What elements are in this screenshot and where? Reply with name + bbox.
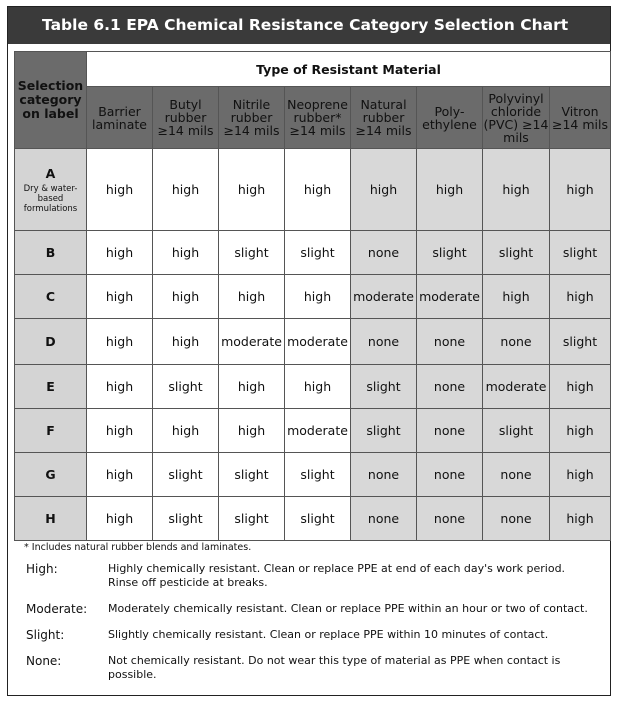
definition-description: Moderately chemically resistant. Clean or replace PPE within an hour or two of contact. bbox=[108, 602, 588, 615]
category-letter: H bbox=[45, 511, 56, 526]
resistance-cell: none bbox=[417, 497, 483, 541]
footnote: * Includes natural rubber blends and laminates. bbox=[24, 542, 252, 553]
resistance-cell: slight bbox=[483, 409, 550, 453]
resistance-cell: high bbox=[550, 149, 611, 231]
category-cell bbox=[15, 319, 87, 365]
category-letter: C bbox=[45, 289, 56, 304]
resistance-cell: slight bbox=[219, 497, 285, 541]
category-cell bbox=[15, 275, 87, 319]
resistance-cell: slight bbox=[219, 231, 285, 275]
definition-description: Slightly chemically resistant. Clean or replace PPE within 10 minutes of contact. bbox=[108, 628, 549, 641]
definition-item bbox=[14, 654, 610, 682]
resistance-cell: none bbox=[483, 453, 550, 497]
resistance-cell: high bbox=[351, 149, 417, 231]
table-row bbox=[15, 365, 611, 409]
table-row bbox=[15, 319, 611, 365]
definition-term: Moderate: bbox=[26, 602, 88, 616]
resistance-cell: slight bbox=[153, 365, 219, 409]
resistance-cell: slight bbox=[285, 497, 351, 541]
definition-term: None: bbox=[26, 654, 62, 668]
category-cell bbox=[15, 231, 87, 275]
material-header: Natural rubber ≥14 mils bbox=[351, 87, 417, 149]
resistance-cell: slight bbox=[219, 453, 285, 497]
category-letter: D bbox=[45, 334, 56, 349]
category-letter: A bbox=[45, 165, 56, 181]
resistance-cell: none bbox=[417, 319, 483, 365]
resistance-cell: slight bbox=[351, 409, 417, 453]
material-header: Barrier laminate bbox=[87, 87, 153, 149]
resistance-cell: high bbox=[87, 365, 153, 409]
resistance-cell: high bbox=[153, 149, 219, 231]
category-cell bbox=[15, 497, 87, 541]
resistance-cell: none bbox=[417, 409, 483, 453]
resistance-cell: high bbox=[285, 365, 351, 409]
definition-description: Not chemically resistant. Do not wear this type of material as PPE when contact is possible. bbox=[108, 654, 561, 681]
category-note: Dry & water-based formulations bbox=[23, 183, 78, 214]
resistance-cell: high bbox=[219, 365, 285, 409]
resistance-cell: none bbox=[483, 497, 550, 541]
definitions-list bbox=[14, 562, 610, 682]
resistance-cell: high bbox=[87, 497, 153, 541]
resistance-cell: none bbox=[351, 231, 417, 275]
resistance-cell: slight bbox=[285, 231, 351, 275]
table-row bbox=[15, 497, 611, 541]
resistance-cell: moderate bbox=[285, 319, 351, 365]
resistance-cell: moderate bbox=[219, 319, 285, 365]
resistance-cell: slight bbox=[285, 453, 351, 497]
resistance-cell: slight bbox=[351, 365, 417, 409]
table-row bbox=[15, 453, 611, 497]
definition-description: Highly chemically resistant. Clean or replace PPE at end of each day's work period. Rinse off pesticide at breaks. bbox=[108, 562, 566, 589]
definition-term: High: bbox=[26, 562, 58, 576]
resistance-cell: moderate bbox=[483, 365, 550, 409]
material-header: Butyl rubber ≥14 mils bbox=[153, 87, 219, 149]
resistance-cell: moderate bbox=[417, 275, 483, 319]
category-cell bbox=[15, 149, 87, 231]
resistance-cell: slight bbox=[483, 231, 550, 275]
table-title: Table 6.1 EPA Chemical Resistance Category Selection Chart bbox=[8, 7, 610, 44]
resistance-cell: none bbox=[351, 497, 417, 541]
material-header: Poly-ethylene bbox=[417, 87, 483, 149]
resistance-cell: high bbox=[153, 319, 219, 365]
resistance-cell: high bbox=[550, 409, 611, 453]
resistance-cell: high bbox=[87, 319, 153, 365]
resistance-cell: none bbox=[417, 453, 483, 497]
resistance-cell: slight bbox=[417, 231, 483, 275]
resistance-cell: high bbox=[285, 149, 351, 231]
resistance-cell: none bbox=[417, 365, 483, 409]
resistance-cell: high bbox=[550, 365, 611, 409]
resistance-cell: high bbox=[153, 409, 219, 453]
table-row bbox=[15, 275, 611, 319]
resistance-cell: high bbox=[483, 149, 550, 231]
type-of-material-header: Type of Resistant Material bbox=[87, 52, 611, 87]
definition-item bbox=[14, 602, 610, 616]
category-cell bbox=[15, 453, 87, 497]
resistance-cell: none bbox=[351, 319, 417, 365]
category-cell bbox=[15, 365, 87, 409]
resistance-cell: moderate bbox=[285, 409, 351, 453]
resistance-cell: slight bbox=[550, 319, 611, 365]
resistance-cell: none bbox=[351, 453, 417, 497]
definition-item bbox=[14, 628, 610, 642]
material-header: Polyvinyl chloride (PVC) ≥14 mils bbox=[483, 87, 550, 149]
material-header: Neoprene rubber* ≥14 mils bbox=[285, 87, 351, 149]
definition-term: Slight: bbox=[26, 628, 65, 642]
resistance-table bbox=[14, 51, 611, 541]
resistance-cell: high bbox=[550, 275, 611, 319]
material-header: Vitron ≥14 mils bbox=[550, 87, 611, 149]
resistance-cell: high bbox=[219, 275, 285, 319]
resistance-cell: high bbox=[550, 453, 611, 497]
resistance-cell: high bbox=[87, 149, 153, 231]
resistance-cell: none bbox=[483, 319, 550, 365]
material-header: Nitrile rubber ≥14 mils bbox=[219, 87, 285, 149]
resistance-cell: high bbox=[87, 231, 153, 275]
resistance-cell: high bbox=[483, 275, 550, 319]
table-row bbox=[15, 231, 611, 275]
chart-frame bbox=[7, 6, 611, 696]
resistance-cell: slight bbox=[550, 231, 611, 275]
resistance-cell: high bbox=[153, 275, 219, 319]
resistance-cell: high bbox=[87, 275, 153, 319]
selection-category-header: Selection category on label bbox=[15, 52, 87, 149]
resistance-cell: high bbox=[285, 275, 351, 319]
resistance-cell: high bbox=[219, 149, 285, 231]
resistance-cell: high bbox=[417, 149, 483, 231]
resistance-cell: moderate bbox=[351, 275, 417, 319]
category-cell bbox=[15, 409, 87, 453]
resistance-cell: high bbox=[219, 409, 285, 453]
category-letter: E bbox=[46, 379, 55, 394]
resistance-cell: slight bbox=[153, 453, 219, 497]
category-letter: B bbox=[45, 245, 56, 260]
category-letter: F bbox=[46, 423, 55, 438]
category-letter: G bbox=[45, 467, 56, 482]
resistance-cell: slight bbox=[153, 497, 219, 541]
resistance-cell: high bbox=[153, 231, 219, 275]
table-row bbox=[15, 149, 611, 231]
notes-section bbox=[14, 542, 610, 694]
definition-item bbox=[14, 562, 610, 590]
resistance-cell: high bbox=[550, 497, 611, 541]
table-row bbox=[15, 409, 611, 453]
resistance-cell: high bbox=[87, 453, 153, 497]
resistance-cell: high bbox=[87, 409, 153, 453]
